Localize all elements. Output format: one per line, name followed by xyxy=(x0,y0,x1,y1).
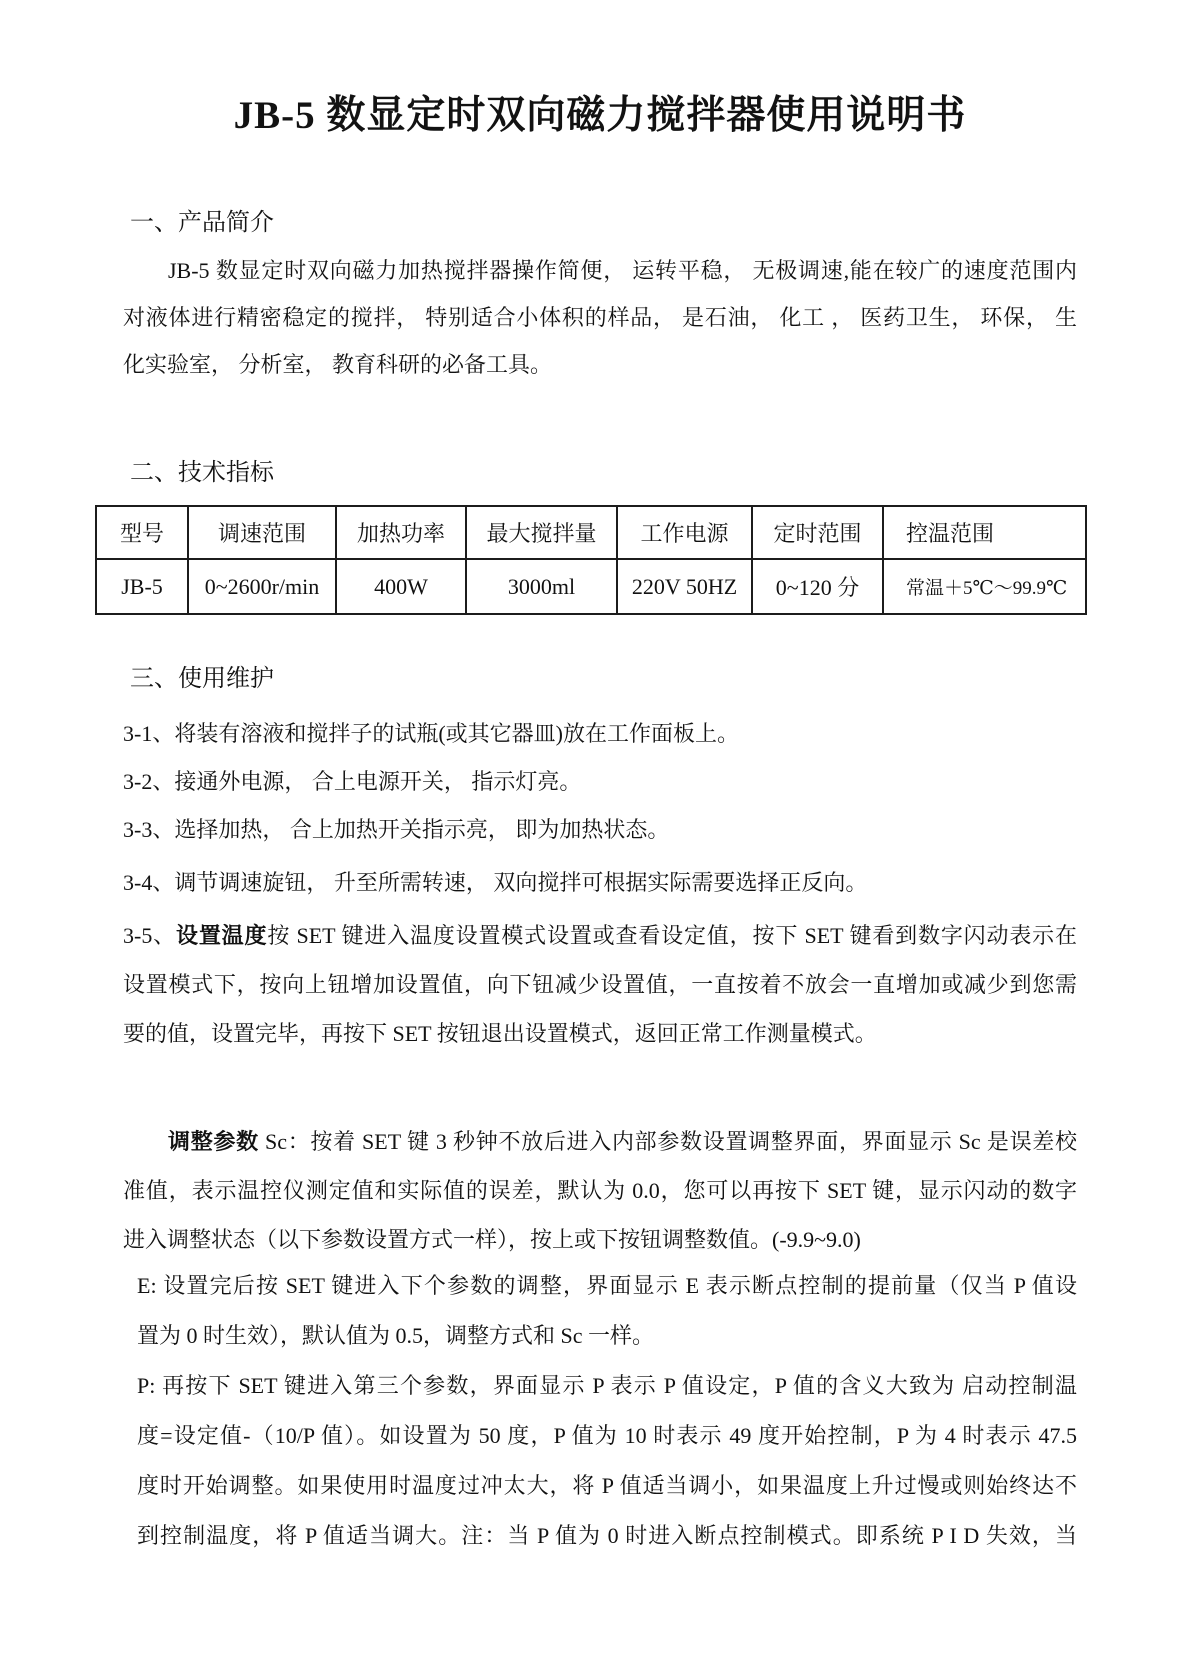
step-number: 3-5、 xyxy=(123,923,176,948)
line-text: Sc：按着 SET 键 3 秒钟不放后进入内部参数设置调整界面，界面显示 Sc 是误差校 xyxy=(258,1129,1077,1154)
paragraph-line: 度=设定值-（10/P 值）。如设置为 50 度，P 值为 10 时表示 49 度开始控制，P 为 4 时表示 47.5 xyxy=(137,1423,1077,1448)
paragraph-line: 要的值，设置完毕，再按下 SET 按钮退出设置模式，返回正常工作测量模式。 xyxy=(123,1021,877,1046)
table-data-cell: 常温＋5℃～99.9℃ xyxy=(883,559,1086,614)
table-header-cell: 调速范围 xyxy=(188,506,336,559)
usage-step-1: 3-1、将装有溶液和搅拌子的试瓶(或其它器皿)放在工作面板上。 xyxy=(123,721,739,746)
usage-step-2: 3-2、接通外电源， 合上电源开关， 指示灯亮。 xyxy=(123,769,582,794)
line-text: 按 SET 键进入温度设置模式设置或查看设定值，按下 SET 键看到数字闪动表示在 xyxy=(267,923,1077,948)
table-data-cell: 3000ml xyxy=(466,559,617,614)
bold-term-set-temperature: 设置温度 xyxy=(176,923,268,948)
table-header-cell: 加热功率 xyxy=(336,506,466,559)
paragraph-line: 准值，表示温控仪测定值和实际值的误差，默认为 0.0，您可以再按下 SET 键，显示闪动的数字 xyxy=(123,1178,1077,1203)
table-header-cell: 型号 xyxy=(96,506,188,559)
paragraph-line: JB-5 数显定时双向磁力加热搅拌器操作简便， 运转平稳， 无极调速,能在较广的速度范围内 xyxy=(168,258,1077,283)
table-data-cell: 220V 50HZ xyxy=(617,559,752,614)
section-heading-usage: 三、使用维护 xyxy=(130,666,274,692)
paragraph-line: 置为 0 时生效），默认值为 0.5，调整方式和 Sc 一样。 xyxy=(137,1323,655,1348)
section-heading-specs: 二、技术指标 xyxy=(130,460,274,486)
usage-step-4: 3-4、调节调速旋钮， 升至所需转速， 双向搅拌可根据实际需要选择正反向。 xyxy=(123,870,868,895)
paragraph-line: 进入调整状态（以下参数设置方式一样），按上或下按钮调整数值。(-9.9~9.0) xyxy=(123,1227,861,1252)
usage-step-3: 3-3、选择加热， 合上加热开关指示亮， 即为加热状态。 xyxy=(123,817,670,842)
paragraph-line: 到控制温度，将 P 值适当调大。注：当 P 值为 0 时进入断点控制模式。即系统 P I D 失效，当 xyxy=(137,1523,1077,1548)
page-title: JB-5 数显定时双向磁力搅拌器使用说明书 xyxy=(233,94,967,137)
table-header-row xyxy=(96,506,1086,559)
table-data-row xyxy=(96,559,1086,614)
usage-step-5-paragraph xyxy=(123,911,1077,1058)
param-p-paragraph xyxy=(137,1361,1077,1561)
paragraph-line xyxy=(123,911,1077,960)
table-data-cell: JB-5 xyxy=(96,559,188,614)
section-heading-intro: 一、产品简介 xyxy=(130,210,274,236)
table-data-cell: 0~120 分 xyxy=(752,559,883,614)
adjust-params-sc-paragraph xyxy=(123,1117,1077,1264)
table-header-cell: 最大搅拌量 xyxy=(466,506,617,559)
param-e-paragraph xyxy=(137,1261,1077,1361)
paragraph-line: 化实验室， 分析室， 教育科研的必备工具。 xyxy=(123,352,553,377)
table-header-cell: 工作电源 xyxy=(617,506,752,559)
table-data-cell: 400W xyxy=(336,559,466,614)
paragraph-line: P: 再按下 SET 键进入第三个参数，界面显示 P 表示 P 值设定，P 值的含义大致为 启动控制温 xyxy=(137,1373,1077,1398)
table-data-cell: 0~2600r/min xyxy=(188,559,336,614)
paragraph-line: E: 设置完后按 SET 键进入下个参数的调整，界面显示 E 表示断点控制的提前量（仅当 P 值设 xyxy=(137,1273,1077,1298)
table-header-cell: 定时范围 xyxy=(752,506,883,559)
paragraph-line: 对液体进行精密稳定的搅拌， 特别适合小体积的样品， 是石油， 化工 ， 医药卫生， 环保， 生 xyxy=(123,305,1077,330)
paragraph-line: 设置模式下，按向上钮增加设置值，向下钮减少设置值，一直按着不放会一直增加或减少到您需 xyxy=(123,972,1077,997)
paragraph-line xyxy=(123,1117,1077,1166)
table-header-cell: 控温范围 xyxy=(883,506,1086,559)
paragraph-line: 度时开始调整。如果使用时温度过冲太大，将 P 值适当调小，如果温度上升过慢或则始终达不 xyxy=(137,1473,1077,1498)
bold-term-adjust-params: 调整参数 xyxy=(168,1129,259,1154)
specs-table xyxy=(95,505,1087,615)
intro-paragraph xyxy=(123,247,1077,388)
